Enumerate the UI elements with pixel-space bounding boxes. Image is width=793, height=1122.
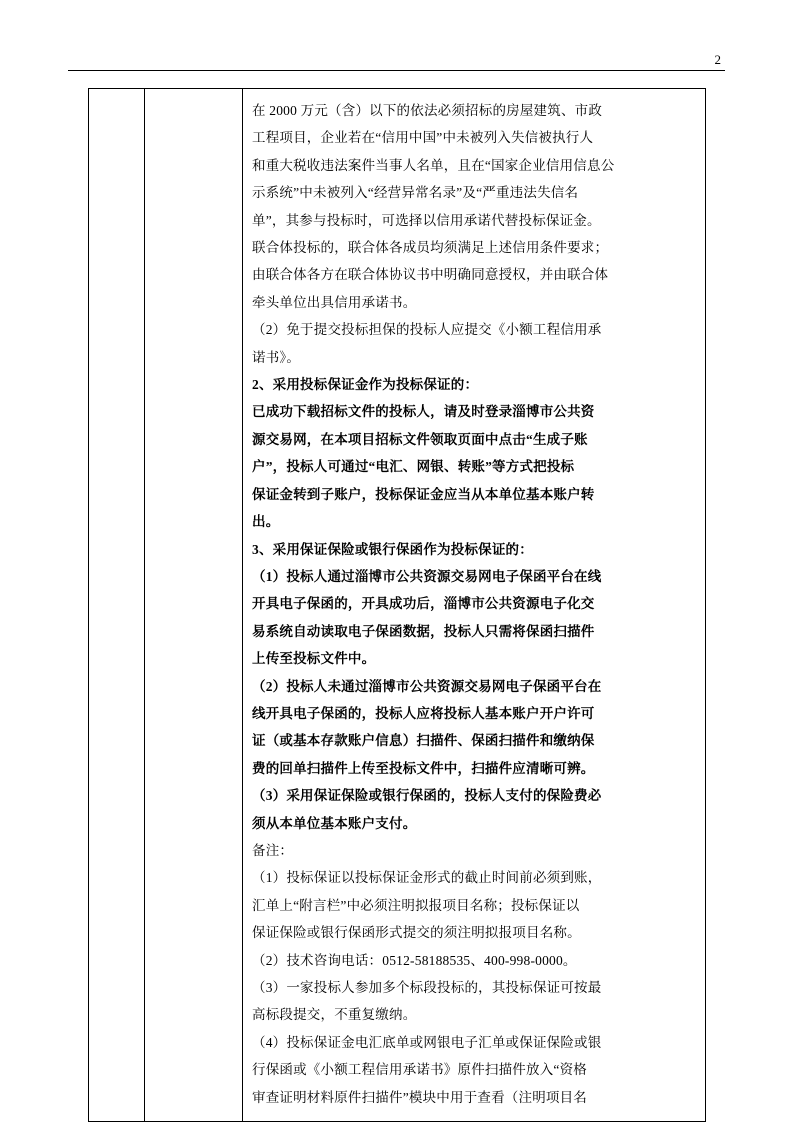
content-paragraph: 上传至投标文件中。 [252,651,376,667]
content-paragraph: 保证金转到子账户，投标保证金应当从本单位基本账户转 [252,486,595,502]
content-paragraph: 线开具电子保函的，投标人应将投标人基本账户开户许可 [252,705,595,721]
content-paragraph: 易系统自动读取电子保函数据，投标人只需将保函扫描件 [252,623,595,639]
content-paragraph: 出。 [252,514,280,530]
content-paragraph: 诺书》。 [252,349,301,365]
content-paragraph: （3）采用保证保险或银行保函的，投标人支付的保险费必 [252,788,602,804]
content-paragraph: 备注： [252,842,294,858]
content-paragraph: 行保函或《小额工程信用承诺书》原件扫描件放入“资格 [252,1062,587,1078]
content-paragraph: 2、采用投标保证金作为投标保证的： [252,377,479,393]
content-paragraph: 开具电子保函的，开具成功后，淄博市公共资源电子化交 [252,596,595,612]
content-paragraph: 审查证明材料原件扫描件”模块中用于查看（注明项目名 [252,1089,587,1105]
content-paragraph: 和重大税收违法案件当事人名单，且在“国家企业信用信息公 [252,157,615,173]
content-paragraph: 高标段提交，不重复缴纳。 [252,1007,417,1023]
table-cell-second-column [145,89,243,1122]
content-paragraph: 示系统”中未被列入“经营异常名录”及“严重违法失信名 [252,185,579,201]
table-cell-first-column [89,89,145,1122]
content-paragraph: 户”，投标人可通过“电汇、网银、转账”等方式把投标 [252,459,575,475]
content-paragraph: （2）投标人未通过淄博市公共资源交易网电子保函平台在 [252,678,602,694]
content-paragraph: 由联合体各方在联合体协议书中明确同意授权，并由联合体 [252,267,609,283]
content-paragraph: 工程项目，企业若在“信用中国”中未被列入失信被执行人 [252,130,594,146]
content-paragraph: 在 2000 万元（含）以下的依法必须招标的房屋建筑、市政 [252,103,603,118]
content-paragraph: （3）一家投标人参加多个标段投标的，其投标保证可按最 [252,980,602,995]
content-paragraph: 证（或基本存款账户信息）扫描件、保函扫描件和缴纳保 [252,733,595,749]
page-number: 2 [714,52,721,67]
content-paragraph: 已成功下载招标文件的投标人，请及时登录淄博市公共资 [252,404,595,420]
second-column-text [145,89,242,1017]
content-paragraph: 3、采用保证保险或银行保函作为投标保证的： [252,541,533,557]
content-paragraph: 联合体投标的，联合体各成员均须满足上述信用条件要求； [252,240,609,256]
header-divider [68,70,725,71]
first-column-text [89,89,144,1017]
content-paragraph: （1）投标人通过淄博市公共资源交易网电子保函平台在线 [252,568,602,584]
content-paragraph: 须从本单位基本账户支付。 [252,815,417,831]
content-table [88,88,706,1122]
content-paragraph: 汇单上“附言栏”中必须注明拟报项目名称；投标保证以 [252,897,580,913]
content-body [243,89,705,1121]
table-row [89,89,706,1122]
content-paragraph: 单”，其参与投标时，可选择以信用承诺代替投标保证金。 [252,212,601,228]
content-paragraph: （2）免于提交投标担保的投标人应提交《小额工程信用承 [252,322,602,338]
table-cell-content-column [243,89,706,1122]
content-paragraph: 源交易网，在本项目招标文件领取页面中点击“生成子账 [252,431,588,447]
content-paragraph: （4）投标保证金电汇底单或网银电子汇单或保证保险或银 [252,1034,602,1050]
content-paragraph: 保证保险或银行保函形式提交的须注明拟报项目名称。 [252,925,581,941]
content-paragraph: （1）投标保证以投标保证金形式的截止时间前必须到账， [252,870,602,886]
content-paragraph: （2）技术咨询电话：0512-58188535、400-998-0000。 [252,952,577,968]
content-paragraph: 牵头单位出具信用承诺书。 [252,294,417,310]
content-paragraph: 费的回单扫描件上传至投标文件中，扫描件应清晰可辨。 [252,760,595,776]
page-header [68,52,725,71]
